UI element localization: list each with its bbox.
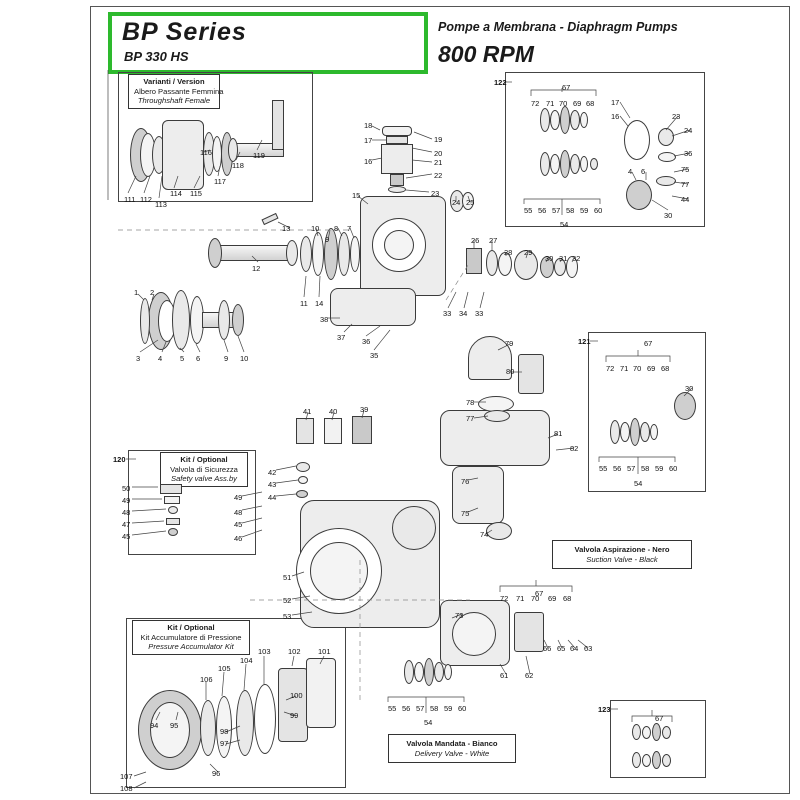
part-callout-71: 71 [620,364,629,373]
part-59-a [580,156,588,172]
part-callout-118: 118 [232,161,244,170]
part-callout-58: 58 [430,704,439,713]
part-callout-79: 79 [505,339,514,348]
part-callout-123: 123 [598,705,611,714]
part-callout-6: 6 [196,354,201,363]
part-callout-59: 59 [655,464,664,473]
part-callout-5: 5 [180,354,185,363]
part-callout-55: 55 [388,704,397,713]
part-104 [236,690,254,756]
part-callout-33: 33 [443,309,452,318]
part-callout-100: 100 [290,691,303,700]
part-callout-31: 31 [559,254,568,263]
part-ring-23 [388,186,406,193]
part-callout-46: 46 [234,534,243,543]
part-callout-54: 54 [560,220,569,229]
part-callout-71: 71 [516,594,525,603]
safety-kit-caption-l2: Valvola di Sicurezza [170,464,238,474]
accumulator-kit-caption-l2: Kit Accumulatore di Pressione [140,632,242,642]
part-collar-116 [228,138,238,162]
part-callout-70: 70 [531,594,540,603]
part-callout-102: 102 [288,647,301,656]
part-callout-17: 17 [611,98,620,107]
part-67-c7 [652,751,661,769]
part-callout-70: 70 [633,364,642,373]
part-67-c8 [662,754,671,767]
part-piston-16 [381,144,413,174]
part-callout-23: 23 [672,112,681,121]
part-callout-98: 98 [220,727,229,736]
safety-kit-caption [160,452,248,487]
part-valve-47 [166,518,180,525]
part-callout-55: 55 [599,464,608,473]
part-callout-112: 112 [140,195,152,204]
part-callout-9: 9 [325,235,330,244]
part-44 [296,490,308,498]
part-callout-114: 114 [170,189,182,198]
part-callout-41: 41 [303,407,312,416]
part-callout-40: 40 [329,407,338,416]
part-callout-75: 75 [461,509,470,518]
safety-kit-caption-l3: Safety valve Ass.by [171,474,237,483]
part-callout-10: 10 [240,354,249,363]
part-shaft-end-119b [272,100,284,150]
part-callout-58: 58 [566,206,575,215]
part-callout-67: 67 [655,714,664,723]
series-title: BP Series [122,18,247,46]
part-callout-3: 3 [136,354,141,363]
part-30-a [626,180,652,210]
part-callout-81: 81 [554,429,563,438]
part-callout-107: 107 [120,772,133,781]
part-pump-bore-inner [310,542,368,600]
part-callout-77: 77 [466,414,475,423]
part-callout-33: 33 [475,309,484,318]
part-102 [278,668,308,742]
part-callout-122: 122 [494,78,507,87]
part-callout-49: 49 [234,493,243,502]
part-callout-17: 17 [364,136,373,145]
part-72-a [540,108,550,132]
part-callout-67: 67 [644,339,653,348]
part-callout-12: 12 [252,264,261,273]
part-bearing-10b [232,304,244,336]
part-callout-116: 116 [200,148,212,157]
part-70-b [630,418,640,446]
part-callout-76: 76 [461,477,470,486]
accumulator-kit-caption [132,620,250,655]
part-callout-82: 82 [570,444,579,453]
part-55-c [404,660,414,684]
part-103 [254,684,276,754]
part-callout-42: 42 [268,468,277,477]
part-callout-103: 103 [258,647,271,656]
part-callout-61: 61 [500,671,509,680]
suction-valve-caption [552,540,692,569]
part-callout-68: 68 [586,99,595,108]
part-callout-24: 24 [684,126,693,135]
part-callout-97: 97 [220,739,229,748]
part-callout-14: 14 [315,299,324,308]
part-callout-72: 72 [606,364,615,373]
part-callout-2: 2 [150,288,155,297]
variant-caption-l3: Throughshaft Female [137,96,211,105]
part-40 [324,418,342,444]
part-callout-19: 19 [434,135,443,144]
part-callout-68: 68 [661,364,670,373]
part-callout-39: 39 [360,405,369,414]
delivery-valve-caption-l2: Delivery Valve - White [414,748,490,758]
part-57-a [560,150,570,178]
part-callout-69: 69 [647,364,656,373]
part-71-a [550,110,560,130]
part-57-c [424,658,434,686]
part-valve-50 [160,484,182,494]
part-callout-50: 50 [122,484,131,493]
part-callout-121: 121 [578,337,591,346]
header-title-box [108,12,428,74]
part-callout-9: 9 [224,354,229,363]
part-bearing-8 [338,232,350,276]
part-callout-43: 43 [268,480,277,489]
part-rod-22 [390,174,404,186]
part-callout-57: 57 [416,704,425,713]
part-callout-67: 67 [535,589,544,598]
part-67-c4 [662,726,671,739]
part-callout-111: 111 [124,195,136,204]
safety-kit-caption-l1: Kit / Optional [180,455,228,464]
part-callout-56: 56 [613,464,622,473]
part-67-c1 [632,724,641,740]
part-67-c2 [642,726,651,739]
part-callout-96: 96 [212,769,221,778]
part-callout-54: 54 [424,718,433,727]
part-valve-48 [168,506,178,514]
part-callout-22: 22 [434,171,443,180]
part-callout-63: 63 [584,644,593,653]
part-106 [200,700,216,756]
part-callout-113: 113 [155,200,167,209]
part-58-a [570,154,580,174]
part-callout-44: 44 [681,195,690,204]
valve-group-122-box [505,72,705,227]
part-callout-48: 48 [122,508,131,517]
part-callout-35: 35 [370,351,379,360]
part-42 [296,462,310,472]
part-bearing-9c [218,300,230,340]
part-callout-115: 115 [190,189,202,198]
accumulator-kit-caption-l3: Pressure Accumulator Kit [148,642,234,651]
part-callout-104: 104 [240,656,253,665]
header-rpm: 800 RPM [438,41,534,67]
part-callout-13: 13 [282,224,291,233]
part-68-b [650,424,658,440]
part-43 [298,476,308,484]
part-callout-59: 59 [580,206,589,215]
part-callout-28: 28 [504,248,513,257]
part-crankcase-bore-inner [384,230,414,260]
part-pipe-75 [452,466,504,524]
part-callout-58: 58 [641,464,650,473]
part-30-b [674,392,696,420]
part-callout-119: 119 [253,151,265,160]
part-callout-55: 55 [524,206,533,215]
part-callout-78: 78 [466,398,475,407]
part-56-a [550,154,560,174]
part-callout-94: 94 [150,721,159,730]
part-callout-70: 70 [559,99,568,108]
part-bearing-7 [350,236,360,272]
part-callout-8: 8 [334,224,339,233]
variant-caption-l2: Albero Passante Femmina [134,86,224,96]
header-subtitle [438,20,678,34]
part-callout-6: 6 [641,167,646,176]
part-callout-77: 77 [681,180,690,189]
part-callout-52: 52 [283,596,292,605]
suction-valve-caption-l1: Valvola Aspirazione - Nero [574,545,670,554]
part-callout-72: 72 [500,594,509,603]
part-callout-99: 99 [290,711,299,720]
variant-caption [128,74,224,109]
part-callout-71: 71 [546,99,555,108]
part-callout-59: 59 [444,704,453,713]
part-callout-36: 36 [684,149,693,158]
part-ring-27 [486,250,498,276]
part-callout-69: 69 [573,99,582,108]
part-valve-49 [164,496,180,504]
part-callout-72: 72 [531,99,540,108]
part-callout-68: 68 [563,594,572,603]
part-block-26 [466,248,482,274]
part-71-b [620,422,630,442]
part-36-a [658,152,676,162]
part-callout-54: 54 [634,479,643,488]
part-58-c [434,662,444,682]
accumulator-kit-caption-l1: Kit / Optional [167,623,215,632]
part-callout-56: 56 [538,206,547,215]
model-name: BP 330 HS [124,49,189,64]
part-callout-75: 75 [681,165,690,174]
part-cap-18 [382,126,412,136]
part-callout-51: 51 [283,573,292,582]
part-callout-16: 16 [364,157,373,166]
part-callout-32: 32 [572,254,581,263]
header-subtitle-it: Pompe a Membrana - [438,20,568,34]
part-callout-66: 66 [543,644,552,653]
part-62 [514,612,544,652]
part-callout-65: 65 [557,644,566,653]
part-callout-67: 67 [562,83,571,92]
part-70-a [560,106,570,134]
part-callout-106: 106 [200,675,213,684]
part-callout-45: 45 [234,520,243,529]
part-bearing-11 [300,236,312,272]
delivery-valve-caption [388,734,516,763]
part-callout-15: 15 [352,191,361,200]
part-callout-29: 29 [524,248,533,257]
part-callout-56: 56 [402,704,411,713]
part-valve-45 [168,528,178,536]
part-callout-47: 47 [122,520,131,529]
part-callout-36: 36 [362,337,371,346]
part-callout-34: 34 [459,309,468,318]
part-callout-24: 24 [452,198,461,207]
part-60-a [590,158,598,170]
part-callout-7: 7 [347,224,352,233]
part-callout-38: 38 [320,315,329,324]
part-callout-20: 20 [434,149,443,158]
part-callout-108: 108 [120,784,133,793]
part-callout-25: 25 [466,198,475,207]
part-callout-62: 62 [525,671,534,680]
part-callout-27: 27 [489,236,498,245]
part-16-diaphragm [624,120,650,160]
part-callout-73: 73 [455,611,464,620]
part-callout-21: 21 [434,158,443,167]
part-67-c3 [652,723,661,741]
part-callout-45: 45 [122,532,131,541]
part-callout-60: 60 [669,464,678,473]
part-callout-4: 4 [628,167,633,176]
variant-caption-l1: Varianti / Version [143,77,205,86]
part-69-a [570,110,580,130]
part-bracket-37 [330,288,416,326]
part-pump-port-upper [392,506,436,550]
part-hose-80 [518,354,544,394]
part-callout-105: 105 [218,664,231,673]
part-collar-12b [286,240,298,266]
part-callout-26: 26 [471,236,480,245]
part-callout-30: 30 [545,254,554,263]
part-accumulator-95 [150,702,190,758]
part-ring-74 [486,522,512,540]
part-69-b [640,422,650,442]
part-41 [296,418,314,444]
part-39 [352,416,372,444]
part-ring-2 [140,298,150,344]
part-callout-18: 18 [364,121,373,130]
part-gear-5 [172,290,190,350]
part-55-a [540,152,550,176]
part-68-a [580,112,588,128]
part-72-b [610,420,620,444]
part-67-c5 [632,752,641,768]
part-59-c [444,664,452,680]
part-callout-60: 60 [458,704,467,713]
part-shaft-12 [214,245,292,261]
part-washer-17 [386,136,408,144]
part-callout-53: 53 [283,612,292,621]
part-collar-12a [208,238,222,268]
part-callout-48: 48 [234,508,243,517]
delivery-valve-caption-l1: Valvola Mandata - Bianco [406,739,498,748]
part-housing-114 [162,120,204,190]
part-callout-23: 23 [431,189,440,198]
header-subtitle-en: Diaphragm Pumps [567,20,678,34]
part-callout-117: 117 [214,177,226,186]
part-callout-64: 64 [570,644,579,653]
part-callout-49: 49 [122,496,131,505]
part-callout-44: 44 [268,493,277,502]
part-callout-120: 120 [113,455,126,464]
part-callout-30: 30 [664,211,673,220]
part-callout-80: 80 [506,367,515,376]
part-callout-57: 57 [627,464,636,473]
part-67-c6 [642,754,651,767]
part-56-c [414,662,424,682]
part-24-a [658,128,674,146]
part-callout-1: 1 [134,288,139,297]
part-callout-37: 37 [337,333,346,342]
part-callout-95: 95 [170,721,179,730]
part-callout-10: 10 [311,224,320,233]
part-callout-60: 60 [594,206,603,215]
part-bearing-10 [312,232,324,276]
part-callout-11: 11 [300,299,308,308]
part-callout-30: 30 [685,384,694,393]
part-callout-57: 57 [552,206,561,215]
part-callout-74: 74 [480,530,489,539]
part-101 [306,658,336,728]
part-callout-4: 4 [158,354,163,363]
part-ring-77 [484,410,510,422]
suction-valve-caption-l2: Suction Valve - Black [586,554,658,564]
part-77-a [656,176,676,186]
part-callout-16: 16 [611,112,620,121]
part-callout-69: 69 [548,594,557,603]
part-callout-101: 101 [318,647,331,656]
